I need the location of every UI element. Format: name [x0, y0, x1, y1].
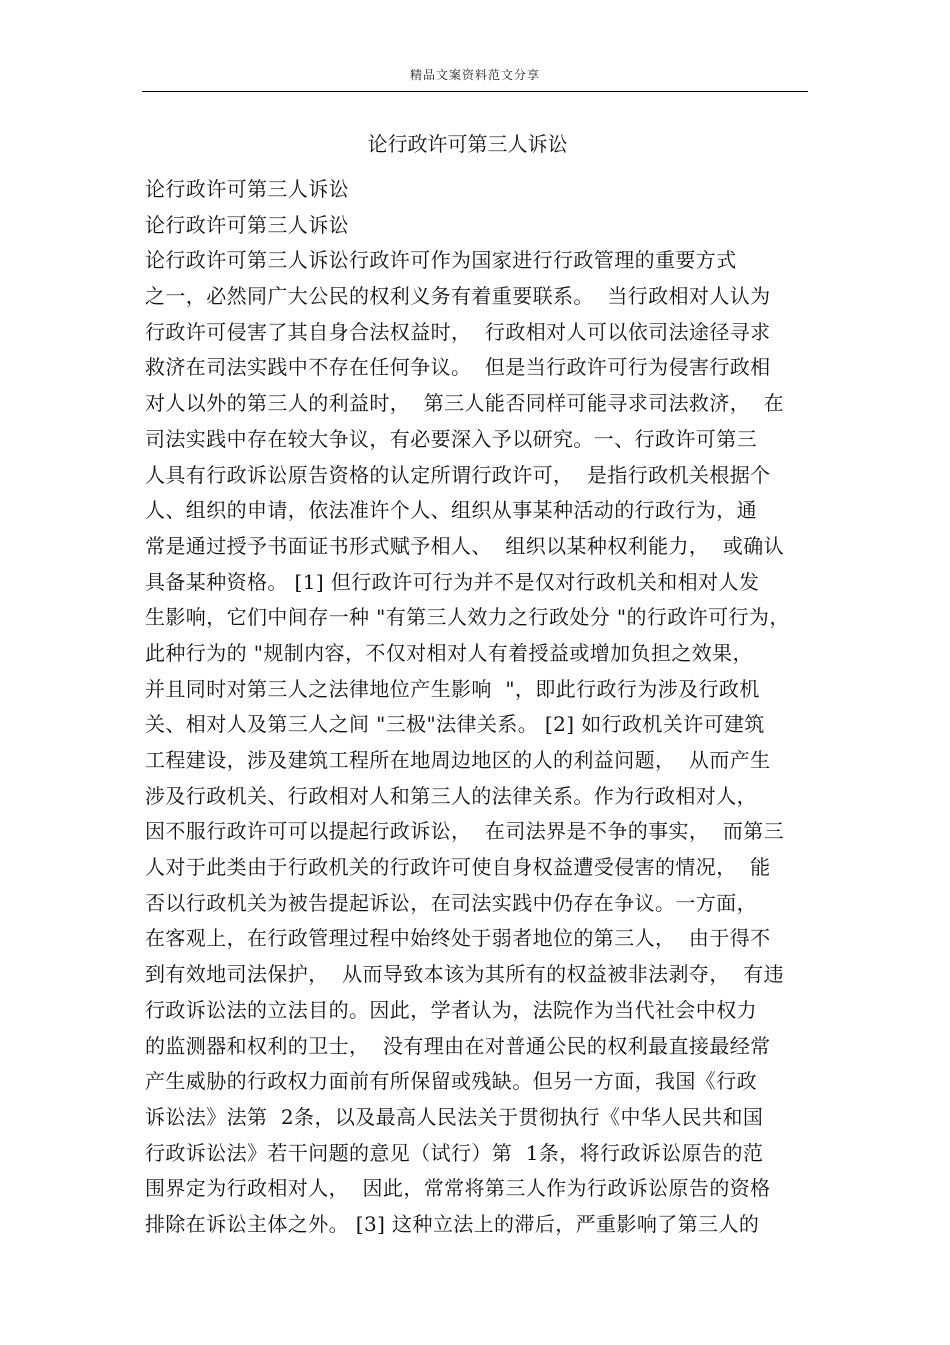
body-line: 行政许可侵害了其自身合法权益时， 行政相对人可以依司法途径寻求: [145, 319, 771, 344]
body-line: 常是通过授予书面证书形式赋予相人、 组织以某种权利能力， 或确认: [145, 533, 785, 558]
body-line: 产生威胁的行政权力面前有所保留或残缺。但另一方面，我国《行政: [145, 1069, 757, 1094]
body-line: 人具有行政诉讼原告资格的认定所谓行政许可， 是指行政机关根据个: [145, 462, 771, 487]
body-line: 救济在司法实践中不存在任何争议。 但是当行政许可行为侵害行政相: [145, 355, 771, 380]
body-line: 之一，必然同广大公民的权利义务有着重要联系。 当行政相对人认为: [145, 284, 771, 309]
body-line: 在客观上，在行政管理过程中始终处于弱者地位的第三人， 由于得不: [145, 926, 771, 951]
document-body: [145, 172, 810, 1243]
body-line: 围界定为行政相对人， 因此，常常将第三人作为行政诉讼原告的资格: [145, 1176, 771, 1201]
body-line: 论行政许可第三人诉讼: [145, 177, 349, 201]
body-line: 司法实践中存在较大争议，有必要深入予以研究。一、行政许可第三: [145, 426, 757, 451]
body-line: 人、组织的申请，依法准许个人、组织从事某种活动的行政行为，通: [145, 498, 757, 523]
page-header: 精品文案资料范文分享: [409, 68, 540, 82]
body-line: 具备某种资格。 [1] 但行政许可行为并不是仅对行政机关和相对人发: [145, 569, 760, 594]
body-line: 论行政许可第三人诉讼: [145, 212, 349, 237]
body-line: 行政诉讼法的立法目的。因此，学者认为，法院作为当代社会中权力: [145, 997, 757, 1022]
header-divider: [142, 91, 808, 92]
body-line: 此种行为的 "规制内容，不仅对相对人有着授益或增加负担之效果，: [145, 640, 753, 665]
body-line: 涉及行政机关、行政相对人和第三人的法律关系。作为行政相对人，: [145, 783, 757, 808]
body-line: 排除在诉讼主体之外。 [3] 这种立法上的滞后，严重影响了第三人的: [145, 1211, 760, 1236]
body-line: 关、相对人及第三人之间 "三极"法律关系。 [2] 如行政机关许可建筑: [145, 712, 765, 737]
body-line: 生影响，它们中间存一种 "有第三人效力之行政处分 "的行政许可行为，: [145, 605, 790, 630]
document-title: 论行政许可第三人诉讼: [367, 132, 568, 156]
body-line: 人对于此类由于行政机关的行政许可使自身权益遭受侵害的情况， 能: [145, 855, 771, 880]
body-line: 的监测器和权利的卫士， 没有理由在对普通公民的权利最直接最经常: [145, 1033, 771, 1058]
body-line: 否以行政机关为被告提起诉讼，在司法实践中仍存在争议。一方面，: [145, 890, 757, 915]
body-line: 诉讼法》法第 2条，以及最高人民法关于贯彻执行《中华人民共和国: [145, 1104, 764, 1129]
body-line: 对人以外的第三人的利益时， 第三人能否同样可能寻求司法救济， 在: [145, 391, 785, 416]
body-line: 因不服行政许可可以提起行政诉讼， 在司法界是不争的事实， 而第三: [145, 819, 785, 844]
body-line: 到有效地司法保护， 从而导致本该为其所有的权益被非法剥夺， 有违: [145, 962, 785, 987]
body-line: 行政诉讼法》若干问题的意见（试行）第 1条，将行政诉讼原告的范: [145, 1140, 764, 1165]
body-line: 工程建设，涉及建筑工程所在地周边地区的人的利益问题， 从而产生: [145, 748, 771, 772]
body-line: 并且同时对第三人之法律地位产生影响 "，即此行政行为涉及行政机: [145, 676, 760, 701]
body-line: 论行政许可第三人诉讼行政许可作为国家进行行政管理的重要方式: [145, 248, 737, 273]
